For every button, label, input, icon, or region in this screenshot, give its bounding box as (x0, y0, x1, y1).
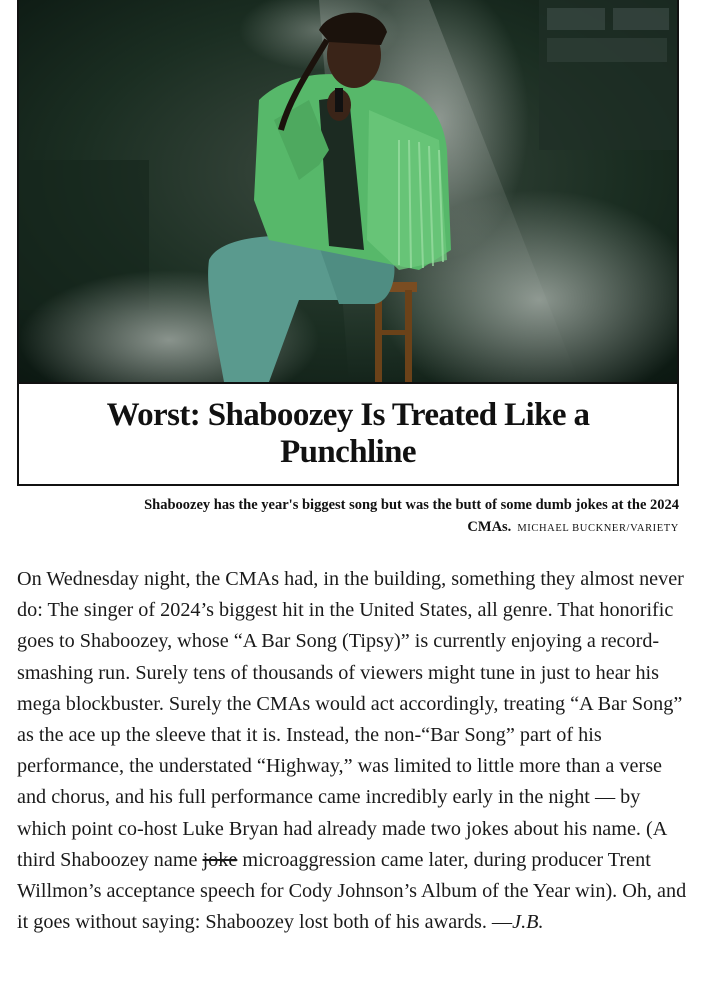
photo-caption (60, 494, 679, 540)
caption-text: Shaboozey has the year's biggest song but was the butt of some dumb jokes at the 2024 CMAs. (144, 497, 679, 535)
photo-credit: MICHAEL BUCKNER/VARIETY (517, 523, 679, 534)
article-text-part-2: microaggression came later, during producer Trent Willmon’s acceptance speech for Cody Johnson’s Album of the Year win). Oh, and it goes without saying: Shaboozey lost both of his awards. — (17, 848, 687, 934)
struck-word: joke (202, 848, 238, 871)
performance-illustration (19, 0, 677, 382)
article-body (17, 564, 687, 938)
author-signature: J.B. (512, 911, 544, 934)
performance-photo (19, 0, 677, 382)
article-figure (17, 0, 679, 486)
headline: Worst: Shaboozey Is Treated Like a Punchline (106, 397, 590, 470)
article-text-part-1: On Wednesday night, the CMAs had, in the building, something they almost never do: The singer of 2024’s biggest hit in the United States, all genre. That honorific goes to Shaboozey, whose “A Bar Song (Tipsy)” is currently enjoying a record-smashing run. Surely tens of thousands of viewers might tune in just to hear his mega blockbuster. Surely the CMAs would act accordingly, treating “A Bar Song” as the ace up the sleeve that it is. Instead, the non-“Bar Song” part of his performance, the understated “Highway,” was limited to little more than a verse and chorus, and his full performance came incredibly early in the night — by which point co-host Luke Bryan had already made two jokes about his name. (A third Shaboozey name (17, 568, 684, 871)
headline-box (19, 382, 677, 484)
